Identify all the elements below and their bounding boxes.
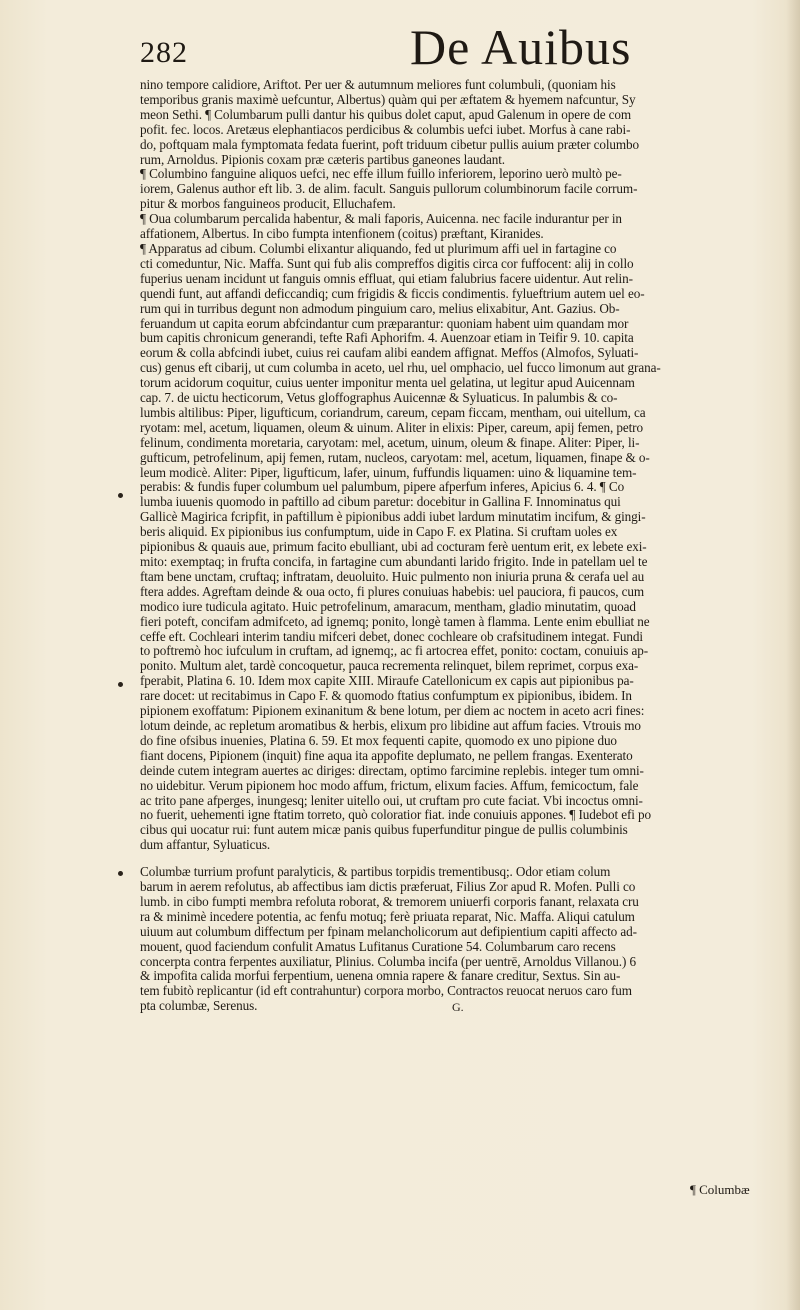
text-line: tem fubitò replicantur (id eft contrahuntur) corpora morbo, Contractos reuocat neruos caro fum xyxy=(140,984,632,999)
text-line: ¶ Apparatus ad cibum. Columbi elixantur aliquando, fed ut plurimum affi uel in fartagine co xyxy=(140,241,617,256)
text-line: leum modicè. Aliter: Piper, ligufticum, lafer, uinum, fuffundis liquamen: uino & liquamine tem- xyxy=(140,465,637,480)
text-line: no fuerit, uehementi igne ftatim torreto, quò coloratior fiat. inde conuiuis appones. ¶ Iudebot efi po xyxy=(140,808,652,823)
text-line: pipionibus & quauis aue, primum facito ebulliant, ubi ad cocturam ferè uentum erit, ex lebete exi- xyxy=(140,540,647,555)
text-line: Columbæ turrium profunt paralyticis, & partibus torpidis trementibusq;. Odor etiam colum xyxy=(140,865,611,880)
text-line: lumbis altilibus: Piper, ligufticum, coriandrum, careum, cepam ficcam, mentham, oui uitellum, ca xyxy=(140,405,646,420)
text-line: mito: exemptaq; in frufta concifa, in fartagine cum abundanti larido frigito. Inde in patellam uel te xyxy=(140,555,648,569)
text-line: no uidebitur. Verum pipionem hoc modo affum, frictum, elixum facies. Affum, femicoctum, fale xyxy=(140,778,639,793)
text-line: cti comeduntur, Nic. Maffa. Sunt qui fub alis compreffos digitis circa cor fuffocent: alij in collo xyxy=(140,256,634,271)
text-line: meon Sethi. ¶ Columbarum pulli dantur his quibus dolet caput, apud Galenum in opere de com xyxy=(140,107,632,122)
page-number: 282 xyxy=(140,36,188,69)
text-line: lumba iuuenis quomodo in paftillo ad cibum paretur: docebitur in Gallina F. Innominatus qui xyxy=(140,495,621,510)
text-line: rare docet: ut recitabimus in Capo F. & quomodo ftatius confumptum ex pipionibus, ibidem. In xyxy=(140,689,632,704)
text-line: Gallicè Magirica fcripfit, in paftillum è pipionibus addi iubet lardum minutatim incifum, & gingi- xyxy=(140,510,646,525)
text-line: concerpta contra ferpentes auxiliatur, Plinius. Columba incifa (per uentrē, Arnoldus Villanou.) 6 xyxy=(140,954,636,969)
text-line: ftera addes. Agreftam deinde & oua octo, fi plures conuiuas habebis: uel pauciora, fi paucos, cum xyxy=(140,584,645,599)
text-line: temporibus granis maximè uefcuntur, Albertus) quàm qui per æftatem & hyemem nafcuntur, Sy xyxy=(140,92,636,107)
text-line: deinde cutem integram auertes ac diriges: directam, optimo farcimine replebis. integer tum omni- xyxy=(140,763,644,778)
page-edge-shadow xyxy=(786,0,800,1310)
text-line: mouent, quod faciendum confulit Amatus Lufitanus Curatione 54. Columbarum caro recens xyxy=(140,939,616,954)
text-line: torum acidorum coquitur, cuius uenter imponitur menta uel gelatina, ut legitur apud Auicennam xyxy=(140,376,635,391)
text-line: quendi funt, aut affandi deficcandiq; cum frigidis & ficcis condimentis. fylueftrium autem uel eo- xyxy=(140,286,645,301)
text-line: rum qui in turribus degunt non admodum pinguium caro, melius elixabitur, Ant. Gazius. Ob- xyxy=(140,301,620,316)
text-line: & impofita calida morfui ferpentium, uenena omnia rapere & fanare creditur, Sextus. Sin au- xyxy=(140,969,621,984)
margin-mark xyxy=(118,682,123,687)
text-line: cibus qui uocatur rui: funt autem micæ panis quibus fuperfunditur pingue de pullis columbinis xyxy=(140,823,628,838)
text-line: lotum deinde, ac repletum aromatibus & herbis, elixum pro libidine aut affum facies. Vtrouis mo xyxy=(140,718,641,733)
text-line: barum in aerem refolutus, ab affectibus iam dictis præferuat, Filius Zor apud R. Mofen. Pulli co xyxy=(140,880,636,895)
text-line: rum, Arnoldus. Pipionis coxam præ cæteris partibus ganeones laudant. xyxy=(140,152,505,167)
text-line: felinum, condimenta moretaria, caryotam: mel, acetum, uinum, oleum & finape. Aliter: Piper, li- xyxy=(140,435,640,450)
text-line: bum capitis chronicum generandi, tefte Rafi Aphorifm. 4. Auenzoar etiam in Teifir 9. 10. capita xyxy=(140,331,634,346)
text-line: fperabit, Platina 6. 10. Idem mox capite XIII. Miraufe Catellonicum ex capis aut pipionibus pa- xyxy=(140,674,634,689)
text-line: pta columbæ, Serenus. xyxy=(140,999,258,1014)
text-line: ftam bene unctam, cruftaq; inftratam, deuoluito. Huic pulmento non iniuria pruna & cerafa uel au xyxy=(140,569,645,584)
text-line: perabis: & fundis fuper columbum uel palumbum, pipere afperfum inferes, Apicius 6. 4. ¶ Co xyxy=(140,480,625,495)
text-line: ceffe eft. Cochleari interim tandiu mifceri debet, donec cochleare ob crafsitudinem integat. Fundi xyxy=(140,629,643,644)
margin-mark xyxy=(118,493,123,498)
text-line: eorum & colla abfcindi iubet, cuius rei caufam alibi eandem affignat. Meffos (Almofos, Syluati- xyxy=(140,346,639,361)
text-line: cap. 7. de uictu hecticorum, Vetus gloffographus Auicennæ & Syluaticus. In palumbis & co- xyxy=(140,391,618,406)
text-line: fieri poteft, concifam admifceto, ad ignemq; ponito, longè tamen à flamma. Lente enim ebulliat ne xyxy=(140,614,650,629)
text-line: do fine ofsibus inuenies, Platina 6. 59. Et mox fequenti capite, quomodo ex uno pipione duo xyxy=(140,733,617,748)
text-line: nino tempore calidiore, Ariftot. Per uer & autumnum meliores funt columbuli, (quoniam his xyxy=(140,78,616,92)
text-line: do, poftquam mala fymptomata fedata fuerint, poft triduum cibetur pullis auium præter columbo xyxy=(140,137,640,152)
text-line: ¶ Oua columbarum percalida habentur, & mali faporis, Auicenna. nec facile indurantur per in xyxy=(140,212,622,227)
text-line: ryotam: mel, acetum, liquamen, oleum & uinum. Aliter in elixis: Piper, careum, apij femen, petro xyxy=(140,420,643,435)
running-head: De Auibus xyxy=(410,19,632,75)
signature-mark: G. xyxy=(452,1000,464,1014)
text-line: pipionem exoffatum: Pipionem exinanitum & bene lotum, per diem ac noctem in aceto acri fines: xyxy=(140,704,645,719)
text-line: lumb. in cibo fumpti membra refoluta roborat, & tremorem uniuerfi corporis fanant, relaxata cru xyxy=(140,894,639,909)
page-header xyxy=(140,18,780,78)
text-line: fuperius uenam incidunt ut fanguis omnis effluat, qui etiam falubrius facere uidentur. Aut relin- xyxy=(140,271,633,286)
text-line: ponito. Multum alet, tardè concoquetur, pauca recrementa relinquet, bilem reprimet, corpus exa- xyxy=(140,659,639,674)
text-line: modico iure tudicula agitato. Huic petrofelinum, amaracum, mentham, gladio minutatim, quoad xyxy=(140,599,636,614)
text-line: beris aliquid. Ex pipionibus ius confumptum, uide in Capo F. ex Platina. Si cruftam uoles ex xyxy=(140,525,618,540)
text-line: feruandum ut capita eorum abfcindantur cum præparantur: quoniam habent uim quandam mor xyxy=(140,316,629,331)
text-line: cus) genus eft cibarij, ut cum columba in aceto, uel rhu, uel omphacio, uel fucco limonum aut grana- xyxy=(140,361,661,376)
text-line: ac trito pane afperges, inungesq; leniter uitello oui, ut cruftam pro cute faciat. Vbi incoctus omni- xyxy=(140,793,643,808)
text-line: pitur & morbos fanguineos producit, Elluchafem. xyxy=(140,197,396,212)
text-line: gufticum, petrofelinum, apij femen, rutam, nucleos, caryotam: mel, acetum, liquamen, finape & o- xyxy=(140,450,650,465)
catchword: ¶ Columbæ xyxy=(690,1182,750,1197)
margin-mark xyxy=(118,871,123,876)
body-text xyxy=(140,78,790,1014)
text-line: dum affantur, Syluaticus. xyxy=(140,838,271,853)
text-line: uiuum aut columbum diffectum per fpinam melancholicorum aut defipientium capiti affecto ad- xyxy=(140,924,637,939)
text-line: ra & minimè incedere potentia, ac fenfu motuq; ferè priuata reparat, Nic. Maffa. Aliqui catulum xyxy=(140,909,635,924)
text-line: fiant docens, Pipionem (inquit) fine aqua ita appofite deplumato, ne pellem frangas. Exenterato xyxy=(140,748,633,763)
text-line: ¶ Columbino fanguine aliquos uefci, nec effe illum fuillo inferiorem, leporino uerò multò pe- xyxy=(140,167,622,182)
text-line: pofit. fec. locos. Aretæus elephantiacos perdicibus & columbis uefci iubet. Morfus à cane rabi- xyxy=(140,122,631,137)
text-line: iorem, Galenus author eft lib. 3. de alim. facult. Sanguis pullorum columbinorum facile corrum- xyxy=(140,182,638,197)
text-line: affationem, Albertus. In cibo fumpta intenfionem (coitus) præftant, Kiranides. xyxy=(140,227,544,242)
text-line: to poftremò hoc iufculum in cruftam, ad ignemq;, ac fi artocrea effet, ponito: coctam, conuiuis ap- xyxy=(140,644,649,659)
